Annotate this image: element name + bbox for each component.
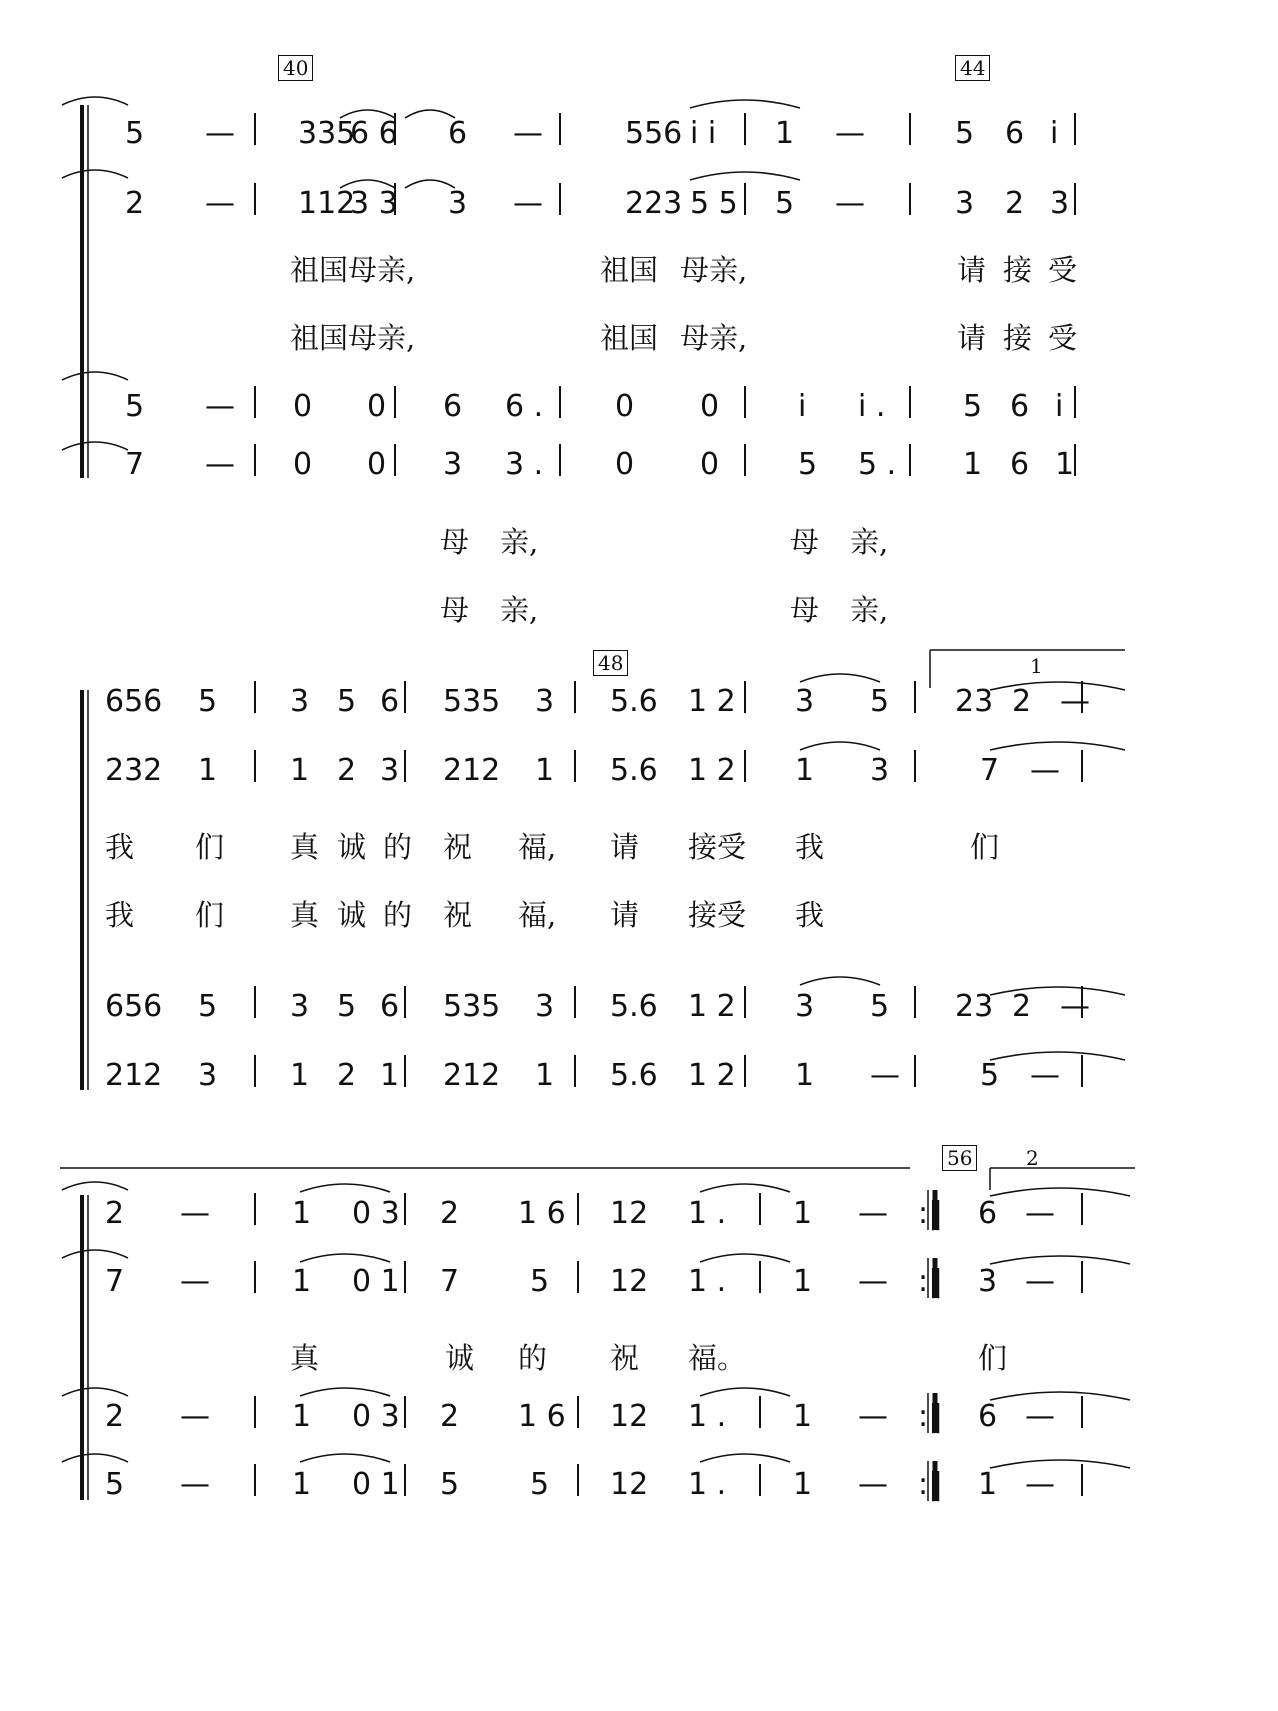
notation-token: 223 bbox=[625, 186, 683, 221]
lyric-syllable: 母 bbox=[790, 525, 820, 559]
notation-token: 1 . bbox=[688, 1467, 727, 1502]
notation-token: 6 bbox=[1005, 116, 1025, 151]
notation-token: 112 bbox=[298, 186, 356, 221]
notation-token: 2 bbox=[337, 1058, 357, 1093]
notation-token: 535 bbox=[443, 684, 501, 719]
notation-token: 7 bbox=[125, 447, 145, 482]
lyric-syllable: 亲, bbox=[850, 593, 889, 627]
notation-token: 3 bbox=[290, 684, 310, 719]
notation-token: 3 bbox=[955, 186, 975, 221]
notation-token: 535 bbox=[443, 989, 501, 1024]
tie-mark bbox=[62, 1250, 128, 1258]
notation-token: — bbox=[1030, 753, 1060, 788]
notation-token: 5.6 bbox=[610, 989, 658, 1024]
notation-token: 0 bbox=[293, 447, 313, 482]
slur bbox=[300, 1454, 390, 1462]
notation-token: 556 bbox=[625, 116, 683, 151]
lyric-syllable: 们 bbox=[195, 898, 225, 932]
lyric-syllable: 母亲, bbox=[680, 253, 748, 287]
notation-token: 1 bbox=[380, 1058, 400, 1093]
notation-token: 0 3 bbox=[352, 1399, 400, 1434]
notation-token: 1 bbox=[793, 1264, 813, 1299]
notation-token: 6 . bbox=[505, 389, 544, 424]
notation-token: 5.6 bbox=[610, 753, 658, 788]
notation-token: i̇ bbox=[1055, 389, 1064, 424]
notation-token: — bbox=[835, 186, 865, 221]
lyric-syllable: 亲, bbox=[500, 525, 539, 559]
lyric-syllable: 请 bbox=[610, 830, 640, 864]
notation-token: 5 . bbox=[858, 447, 897, 482]
notation-token: 3 . bbox=[505, 447, 544, 482]
tie-mark bbox=[62, 170, 128, 178]
notation-token: — bbox=[180, 1399, 210, 1434]
slur bbox=[800, 674, 880, 682]
lyric-syllable: 我 bbox=[795, 830, 825, 864]
notation-token: 5 bbox=[198, 989, 218, 1024]
slur bbox=[990, 682, 1125, 690]
repeat-dots: :‖ bbox=[918, 1196, 944, 1231]
lyric-syllable: 真 bbox=[290, 830, 320, 864]
notation-token: — bbox=[205, 447, 235, 482]
notation-token: — bbox=[858, 1264, 888, 1299]
notation-token: 5 bbox=[530, 1264, 550, 1299]
notation-token: — bbox=[180, 1467, 210, 1502]
lyric-syllable: 祝 bbox=[443, 830, 473, 864]
notation-token: — bbox=[1030, 1058, 1060, 1093]
notation-token: 3 bbox=[443, 447, 463, 482]
slur bbox=[990, 987, 1125, 995]
slur bbox=[300, 1388, 390, 1396]
notation-token: 3 bbox=[535, 684, 555, 719]
notation-token: 6 bbox=[380, 684, 400, 719]
notation-token: 5 bbox=[955, 116, 975, 151]
lyric-syllable: 我 bbox=[795, 898, 825, 932]
slur bbox=[800, 977, 880, 985]
lyric-syllable: 祖国母亲, bbox=[290, 321, 416, 355]
lyric-syllable: 诚 bbox=[445, 1341, 475, 1375]
notation-token: 0 bbox=[367, 447, 387, 482]
notation-token: — bbox=[1060, 684, 1090, 719]
notation-token: 3 bbox=[1050, 186, 1070, 221]
notation-token: 212 bbox=[443, 753, 501, 788]
notation-token: 5 5 bbox=[690, 186, 738, 221]
tie-mark bbox=[62, 97, 128, 105]
notation-token: 1 bbox=[793, 1196, 813, 1231]
notation-token: 6 bbox=[443, 389, 463, 424]
notation-token: 6 bbox=[1010, 389, 1030, 424]
lyric-syllable: 真 bbox=[290, 898, 320, 932]
notation-token: 1 bbox=[292, 1467, 312, 1502]
notation-token: 5 bbox=[125, 116, 145, 151]
lyric-syllable: 福, bbox=[518, 830, 557, 864]
rehearsal-mark: 44 bbox=[955, 55, 990, 81]
notation-token: 5.6 bbox=[610, 684, 658, 719]
slur bbox=[700, 1454, 790, 1462]
notation-token: 232 bbox=[105, 753, 163, 788]
notation-token: 3 bbox=[978, 1264, 998, 1299]
notation-token: — bbox=[1025, 1399, 1055, 1434]
slur bbox=[300, 1184, 390, 1192]
lyric-syllable: 请 bbox=[957, 321, 987, 355]
notation-token: 3 3 bbox=[350, 186, 398, 221]
lyric-syllable: 祝 bbox=[443, 898, 473, 932]
slur bbox=[700, 1254, 790, 1262]
notation-token: 1 bbox=[198, 753, 218, 788]
notation-token: 6 bbox=[978, 1196, 998, 1231]
notation-token: 656 bbox=[105, 989, 163, 1024]
tie-mark bbox=[62, 1182, 128, 1190]
notation-token: 5 bbox=[337, 989, 357, 1024]
notation-token: 6 bbox=[448, 116, 468, 151]
notation-token: — bbox=[1025, 1467, 1055, 1502]
notation-token: 5.6 bbox=[610, 1058, 658, 1093]
notation-token: 2 bbox=[440, 1196, 460, 1231]
lyric-syllable: 真 bbox=[290, 1341, 320, 1375]
notation-token: 7 bbox=[105, 1264, 125, 1299]
notation-token: 6 bbox=[1010, 447, 1030, 482]
lyric-syllable: 祖国母亲, bbox=[290, 253, 416, 287]
notation-token: 2 bbox=[105, 1196, 125, 1231]
notation-token: 1 6 bbox=[518, 1399, 566, 1434]
lyric-syllable: 们 bbox=[978, 1341, 1008, 1375]
notation-token: 0 1 bbox=[352, 1264, 400, 1299]
rehearsal-mark: 48 bbox=[593, 650, 628, 676]
notation-token: — bbox=[513, 116, 543, 151]
notation-token: 6 bbox=[978, 1399, 998, 1434]
notation-token: 3 bbox=[290, 989, 310, 1024]
notation-token: 212 bbox=[105, 1058, 163, 1093]
repeat-dots: :‖ bbox=[918, 1467, 944, 1502]
notation-token: 23 bbox=[955, 684, 994, 719]
notation-token: 5 bbox=[980, 1058, 1000, 1093]
notation-token: 1 bbox=[793, 1399, 813, 1434]
notation-token: 1 6 bbox=[518, 1196, 566, 1231]
notation-token: 1 . bbox=[688, 1264, 727, 1299]
slur bbox=[690, 100, 800, 108]
rehearsal-mark: 56 bbox=[942, 1145, 977, 1171]
tie-mark bbox=[62, 372, 128, 380]
notation-token: — bbox=[835, 116, 865, 151]
notation-token: 2 bbox=[105, 1399, 125, 1434]
lyric-syllable: 们 bbox=[970, 830, 1000, 864]
slur bbox=[990, 1256, 1130, 1264]
notation-token: — bbox=[205, 186, 235, 221]
notation-token: — bbox=[205, 116, 235, 151]
notation-token: 12 bbox=[610, 1196, 649, 1231]
notation-token: 0 bbox=[367, 389, 387, 424]
notation-token: — bbox=[1025, 1264, 1055, 1299]
lyric-syllable: 亲, bbox=[500, 593, 539, 627]
notation-token: 0 bbox=[700, 447, 720, 482]
lyric-syllable: 母亲, bbox=[680, 321, 748, 355]
notation-token: 1 2 bbox=[688, 989, 736, 1024]
lyric-syllable: 母 bbox=[440, 525, 470, 559]
rehearsal-mark: 40 bbox=[278, 55, 313, 81]
lyric-syllable: 请 bbox=[610, 898, 640, 932]
notation-token: 5 bbox=[870, 989, 890, 1024]
lyric-syllable: 接 bbox=[1003, 321, 1033, 355]
notation-token: 3 bbox=[198, 1058, 218, 1093]
notation-token: 1 bbox=[535, 1058, 555, 1093]
notation-token: 1 bbox=[292, 1196, 312, 1231]
notation-token: 1 bbox=[978, 1467, 998, 1502]
notation-token: 0 bbox=[700, 389, 720, 424]
lyric-syllable: 的 bbox=[518, 1341, 548, 1375]
lyric-syllable: 我 bbox=[105, 830, 135, 864]
notation-token: 0 bbox=[615, 447, 635, 482]
notation-token: 1 2 bbox=[688, 1058, 736, 1093]
notation-token: — bbox=[870, 1058, 900, 1093]
lyric-syllable: 接受 bbox=[688, 830, 747, 864]
lyric-syllable: 母 bbox=[790, 593, 820, 627]
notation-token: 5 bbox=[337, 684, 357, 719]
slur bbox=[690, 172, 800, 180]
notation-token: 1 2 bbox=[688, 684, 736, 719]
notation-token: 3 bbox=[795, 684, 815, 719]
notation-token: i̇ . bbox=[858, 389, 886, 424]
lyric-syllable: 福。 bbox=[688, 1341, 747, 1375]
lyric-syllable: 请 bbox=[957, 253, 987, 287]
notation-token: 12 bbox=[610, 1467, 649, 1502]
lyric-syllable: 祝 bbox=[610, 1341, 640, 1375]
notation-token: 1 bbox=[795, 1058, 815, 1093]
notation-token: 5 bbox=[105, 1467, 125, 1502]
notation-token: 2 bbox=[1012, 684, 1032, 719]
notation-token: 12 bbox=[610, 1399, 649, 1434]
lyric-syllable: 受 bbox=[1048, 321, 1078, 355]
notation-token: 3 bbox=[448, 186, 468, 221]
notation-token: 5 bbox=[870, 684, 890, 719]
lyric-syllable: 的 bbox=[383, 830, 413, 864]
slur bbox=[990, 1392, 1130, 1400]
lyric-syllable: 我 bbox=[105, 898, 135, 932]
notation-token: 0 1 bbox=[352, 1467, 400, 1502]
lyric-syllable: 母 bbox=[440, 593, 470, 627]
lyric-syllable: 接 bbox=[1003, 253, 1033, 287]
lyric-syllable: 受 bbox=[1048, 253, 1078, 287]
notation-token: 6 bbox=[380, 989, 400, 1024]
notation-token: 3 bbox=[795, 989, 815, 1024]
lyric-syllable: 祖国 bbox=[600, 253, 659, 287]
notation-token: 6 6 bbox=[350, 116, 398, 151]
notation-token: 656 bbox=[105, 684, 163, 719]
notation-token: i̇ bbox=[798, 389, 807, 424]
notation-token: 2 bbox=[337, 753, 357, 788]
notation-token: 2 bbox=[1012, 989, 1032, 1024]
notation-token: 1 bbox=[793, 1467, 813, 1502]
notation-token: 212 bbox=[443, 1058, 501, 1093]
notation-token: 7 bbox=[980, 753, 1000, 788]
notation-token: 1 bbox=[292, 1399, 312, 1434]
slur bbox=[990, 742, 1125, 750]
notation-token: i̇ bbox=[1050, 116, 1059, 151]
notation-token: 5 bbox=[775, 186, 795, 221]
notation-token: 1 bbox=[290, 1058, 310, 1093]
lyric-syllable: 亲, bbox=[850, 525, 889, 559]
notation-token: — bbox=[180, 1196, 210, 1231]
slur bbox=[700, 1388, 790, 1396]
notation-token: 5 bbox=[440, 1467, 460, 1502]
repeat-dots: :‖ bbox=[918, 1399, 944, 1434]
slur bbox=[700, 1184, 790, 1192]
notation-token: 1 bbox=[963, 447, 983, 482]
lyric-syllable: 的 bbox=[383, 898, 413, 932]
notation-token: 5 bbox=[963, 389, 983, 424]
lyric-syllable: 们 bbox=[195, 830, 225, 864]
notation-token: 1 . bbox=[688, 1196, 727, 1231]
notation-token: 3 bbox=[870, 753, 890, 788]
lyric-syllable: 福, bbox=[518, 898, 557, 932]
notation-token: 3 bbox=[535, 989, 555, 1024]
notation-token: 335 bbox=[298, 116, 356, 151]
notation-token: 0 3 bbox=[352, 1196, 400, 1231]
notation-token: 1 bbox=[292, 1264, 312, 1299]
lyric-syllable: 祖国 bbox=[600, 321, 659, 355]
notation-token: 1 bbox=[290, 753, 310, 788]
notation-token: 23 bbox=[955, 989, 994, 1024]
slur bbox=[990, 1460, 1130, 1468]
notation-token: — bbox=[858, 1399, 888, 1434]
notation-token: — bbox=[513, 186, 543, 221]
notation-token: 12 bbox=[610, 1264, 649, 1299]
lyric-syllable: 接受 bbox=[688, 898, 747, 932]
volta-number: 1 bbox=[1030, 654, 1043, 678]
notation-token: — bbox=[1025, 1196, 1055, 1231]
volta-number: 2 bbox=[1026, 1146, 1039, 1170]
lyric-syllable: 诚 bbox=[337, 830, 367, 864]
notation-token: 2 bbox=[125, 186, 145, 221]
notation-token: 2 bbox=[440, 1399, 460, 1434]
notation-token: — bbox=[180, 1264, 210, 1299]
notation-token: 0 bbox=[293, 389, 313, 424]
notation-token: — bbox=[858, 1196, 888, 1231]
tie-mark bbox=[62, 442, 128, 450]
notation-token: 0 bbox=[615, 389, 635, 424]
notation-token: 1 . bbox=[688, 1399, 727, 1434]
notation-token: 1 bbox=[1055, 447, 1075, 482]
notation-token: 5 bbox=[198, 684, 218, 719]
notation-token: — bbox=[1060, 989, 1090, 1024]
tie-mark bbox=[62, 1388, 128, 1396]
tie-mark bbox=[62, 1454, 128, 1462]
slur bbox=[800, 742, 880, 750]
notation-token: i̇ i̇ bbox=[690, 116, 717, 151]
notation-token: — bbox=[205, 389, 235, 424]
slur bbox=[990, 1188, 1130, 1196]
notation-token: 5 bbox=[125, 389, 145, 424]
repeat-dots: :‖ bbox=[918, 1264, 944, 1299]
notation-token: 3 bbox=[380, 753, 400, 788]
notation-token: 1 bbox=[775, 116, 795, 151]
notation-token: 2 bbox=[1005, 186, 1025, 221]
notation-token: 1 bbox=[535, 753, 555, 788]
slur bbox=[300, 1254, 390, 1262]
notation-token: 5 bbox=[798, 447, 818, 482]
notation-token: 5 bbox=[530, 1467, 550, 1502]
notation-token: — bbox=[858, 1467, 888, 1502]
lyric-syllable: 诚 bbox=[337, 898, 367, 932]
notation-token: 1 bbox=[795, 753, 815, 788]
notation-token: 7 bbox=[440, 1264, 460, 1299]
notation-token: 1 2 bbox=[688, 753, 736, 788]
